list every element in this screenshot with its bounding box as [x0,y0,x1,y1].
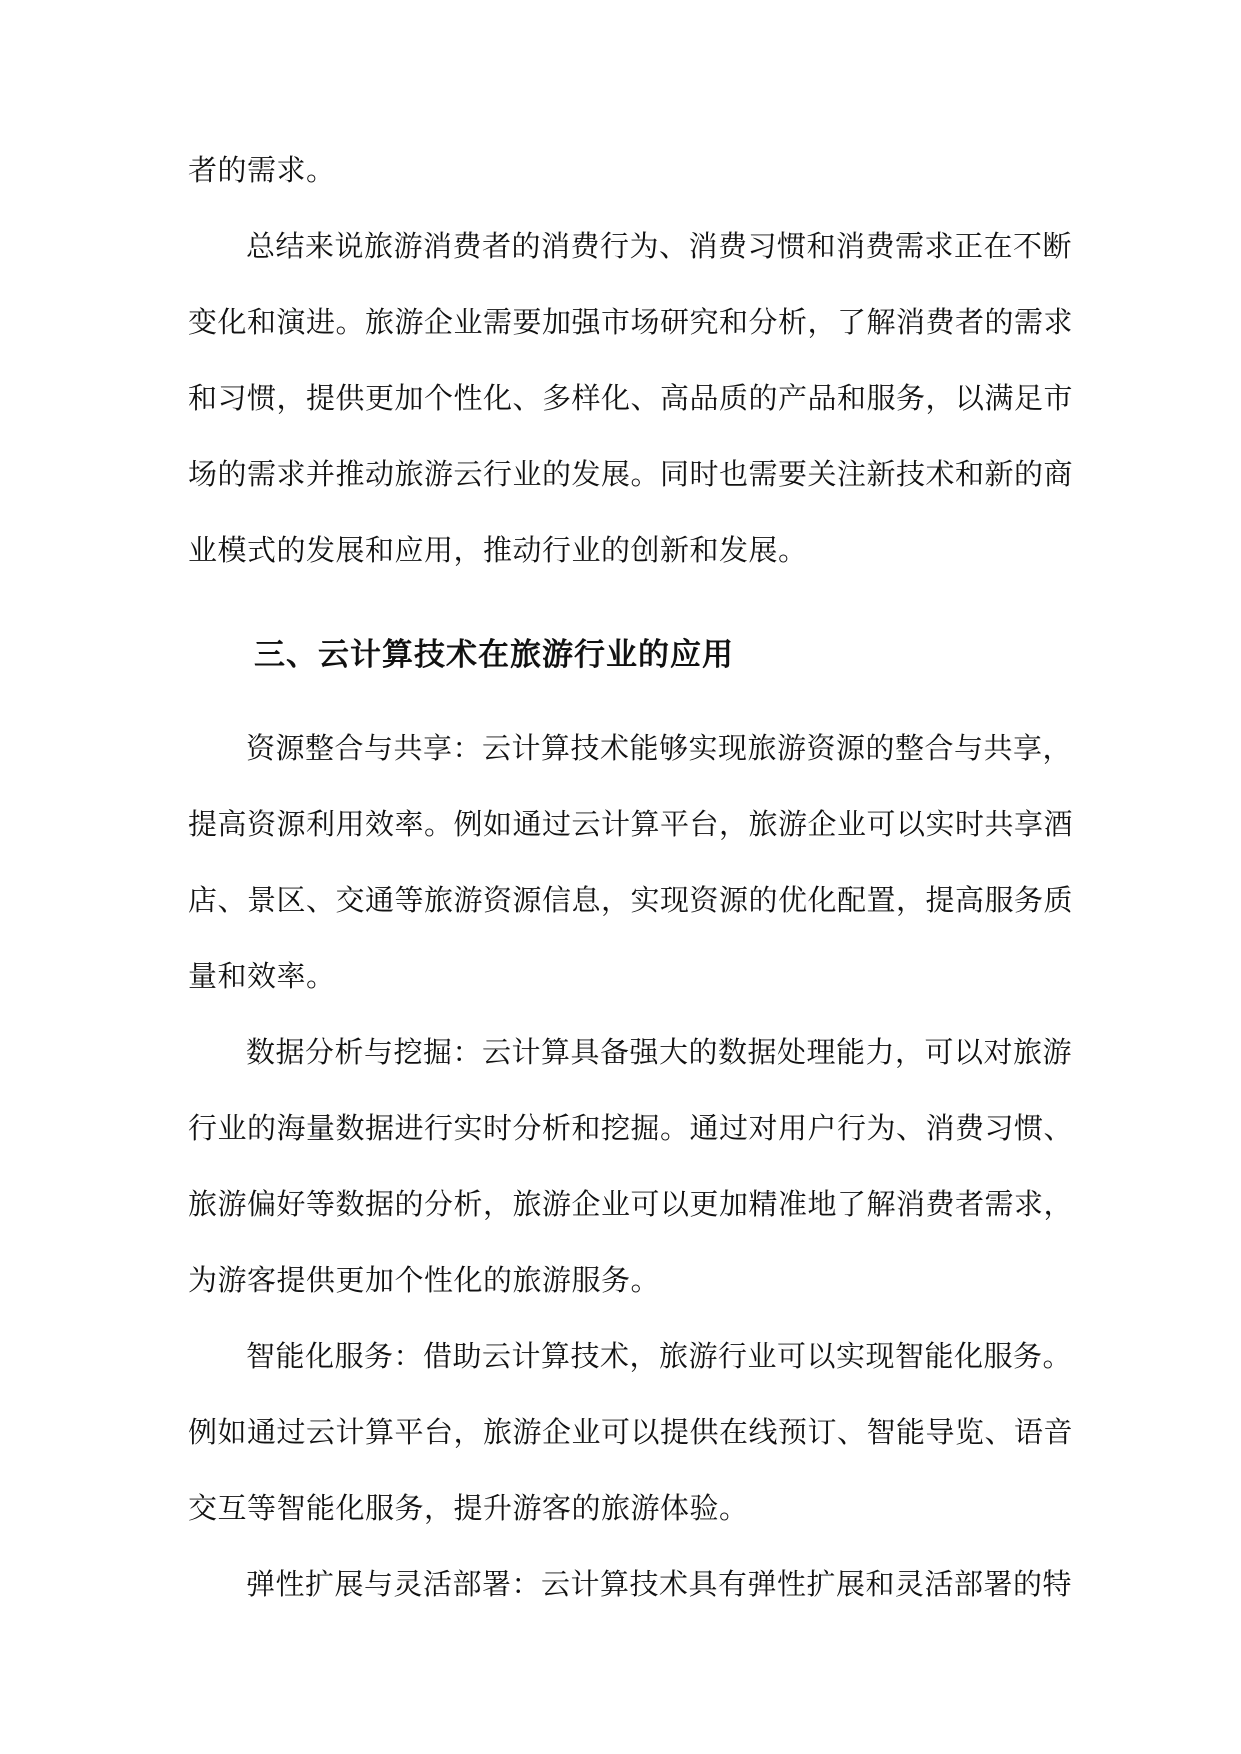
text-line: 为游客提供更加个性化的旅游服务。 [188,1263,661,1297]
text-line: 例如通过云计算平台，旅游企业可以提供在线预订、智能导览、语音 [188,1415,1074,1449]
text-line: 变化和演进。旅游企业需要加强市场研究和分析，了解消费者的需求 [188,305,1074,339]
text-line: 数据分析与挖掘：云计算具备强大的数据处理能力，可以对旅游 [246,1035,1073,1069]
text-line: 和习惯，提供更加个性化、多样化、高品质的产品和服务，以满足市 [188,381,1074,415]
text-line: 智能化服务：借助云计算技术，旅游行业可以实现智能化服务。 [246,1339,1073,1373]
text-line: 交互等智能化服务，提升游客的旅游体验。 [188,1491,749,1525]
text-line: 场的需求并推动旅游云行业的发展。同时也需要关注新技术和新的商 [188,457,1074,491]
text-line: 总结来说旅游消费者的消费行为、消费习惯和消费需求正在不断 [246,229,1073,263]
text-line: 资源整合与共享：云计算技术能够实现旅游资源的整合与共享， [246,731,1073,765]
text-line: 店、景区、交通等旅游资源信息，实现资源的优化配置，提高服务质 [188,883,1074,917]
text-line: 提高资源利用效率。例如通过云计算平台，旅游企业可以实时共享酒 [188,807,1074,841]
text-line: 弹性扩展与灵活部署：云计算技术具有弹性扩展和灵活部署的特 [246,1567,1073,1601]
text-line: 行业的海量数据进行实时分析和挖掘。通过对用户行为、消费习惯、 [188,1111,1074,1145]
text-line: 量和效率。 [188,959,336,993]
text-line: 旅游偏好等数据的分析，旅游企业可以更加精准地了解消费者需求， [188,1187,1074,1221]
text-line: 者的需求。 [188,153,336,187]
text-line: 业模式的发展和应用，推动行业的创新和发展。 [188,533,808,567]
section-heading: 三、云计算技术在旅游行业的应用 [254,637,734,673]
